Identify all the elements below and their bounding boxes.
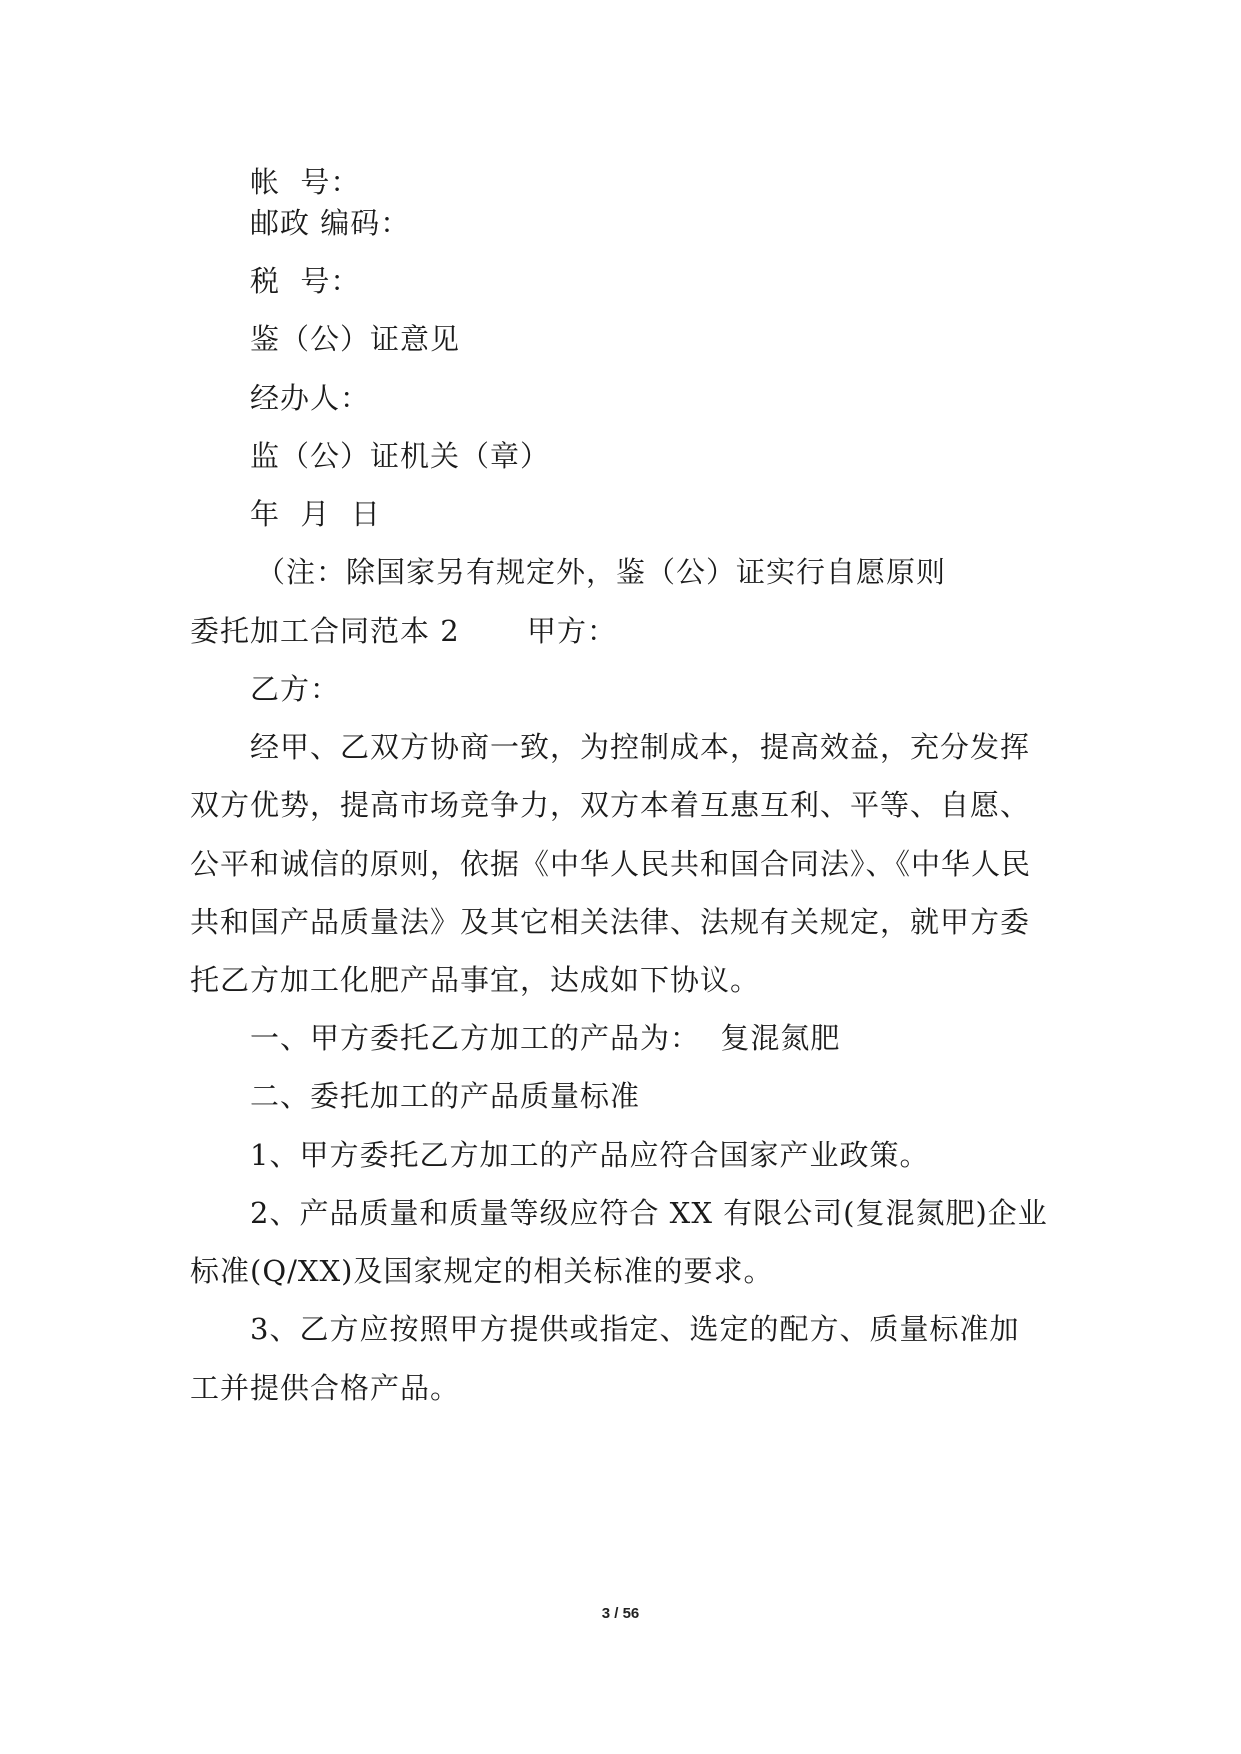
clause-item-2-continued: 标准(Q/XX)及国家规定的相关标准的要求。 xyxy=(190,1254,774,1288)
page-number: 3 / 56 xyxy=(601,1605,640,1622)
tax-number-label: 税 号： xyxy=(250,264,361,298)
clause-item-3: 3、乙方应按照甲方提供或指定、选定的配方、质量标准加 xyxy=(250,1312,1020,1346)
postal-code-label: 邮政 编码： xyxy=(250,206,411,240)
body-paragraph-line: 经甲、乙双方协商一致，为控制成本，提高效益，充分发挥 xyxy=(250,730,1031,764)
supervising-authority-label: 监（公）证机关（章） xyxy=(250,439,551,473)
date-label: 年 月 日 xyxy=(250,497,381,531)
body-paragraph-line: 双方优势，提高市场竞争力，双方本着互惠互利、平等、自愿、 xyxy=(190,788,1031,822)
clause-item-2: 2、产品质量和质量等级应符合 XX 有限公司(复混氮肥)企业 xyxy=(250,1196,1048,1230)
handler-label: 经办人： xyxy=(250,381,371,415)
contract-title: 委托加工合同范本 2 xyxy=(190,614,460,648)
clause-item-3-continued: 工并提供合格产品。 xyxy=(190,1371,461,1405)
clause-item-1: 1、甲方委托乙方加工的产品应符合国家产业政策。 xyxy=(250,1138,930,1172)
notarization-note: （注：除国家另有规定外，鉴（公）证实行自愿原则 xyxy=(256,555,947,589)
party-b-label: 乙方： xyxy=(250,672,341,706)
party-a-label: 甲方： xyxy=(527,614,618,648)
body-paragraph-line: 公平和诚信的原则，依据《中华人民共和国合同法》、《中华人民 xyxy=(190,847,1032,881)
body-paragraph-line: 共和国产品质量法》及其它相关法律、法规有关规定，就甲方委 xyxy=(190,905,1031,939)
notarization-opinion-label: 鉴（公）证意见 xyxy=(250,322,461,356)
body-paragraph-line: 托乙方加工化肥产品事宜，达成如下协议。 xyxy=(190,963,761,997)
account-number-label: 帐 号： xyxy=(250,165,361,199)
clause-one: 一、甲方委托乙方加工的产品为： 复混氮肥 xyxy=(250,1021,841,1055)
clause-two-heading: 二、委托加工的产品质量标准 xyxy=(250,1079,641,1113)
